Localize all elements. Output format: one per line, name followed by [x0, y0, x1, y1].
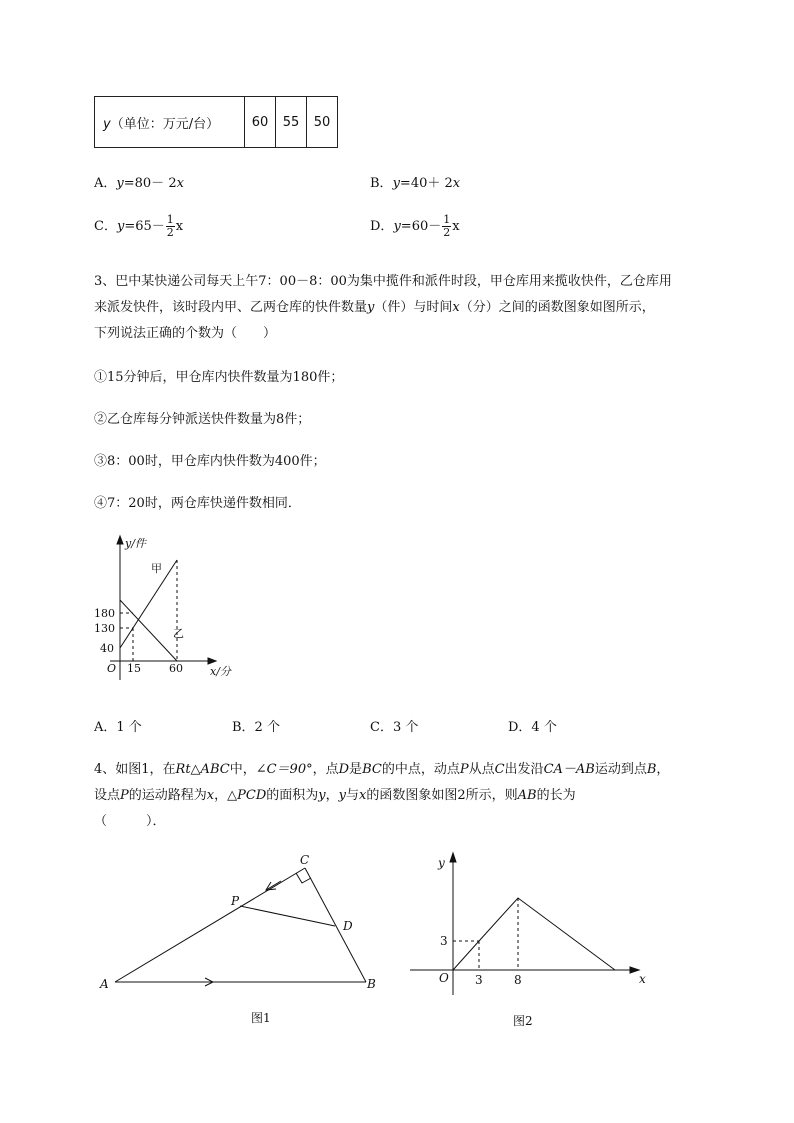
fraction-numerator: 1 [166, 213, 174, 226]
q4-line-1 [94, 758, 669, 777]
math-point: P [120, 788, 129, 803]
var-y: y [103, 116, 111, 132]
text-fragment: 出发沿 [504, 762, 544, 777]
var-x: x [452, 176, 461, 191]
text-fragment: 设点 [94, 788, 121, 803]
ytick-130: 130 [94, 622, 115, 635]
xtick-15: 15 [127, 662, 141, 675]
var-x: x [175, 219, 184, 234]
y-axis-label: y [438, 856, 445, 870]
text-fragment: ， [325, 788, 339, 803]
price-table [94, 96, 338, 148]
option-expr: =40＋ 2 [399, 176, 453, 191]
origin-label: O [107, 662, 117, 675]
figure-2-caption: 图2 [513, 1014, 533, 1028]
var-x: x [452, 300, 460, 315]
xtick-3: 3 [475, 973, 483, 987]
text-fragment: 的面积为 [266, 788, 319, 803]
var-y: y [116, 219, 125, 234]
q2-option-a[interactable] [94, 172, 184, 191]
table-row-label [95, 97, 245, 148]
q3-line-3: 下列说法正确的个数为（ ） [94, 326, 277, 341]
var-y: y [393, 219, 401, 234]
fraction-denominator: 2 [443, 226, 451, 239]
q3-option-b[interactable]: B．2 个 [232, 720, 280, 735]
q3-option-d[interactable]: D．4 个 [508, 720, 557, 735]
table-cell: 60 [245, 97, 276, 148]
var-x: x [359, 788, 367, 803]
fraction [442, 214, 451, 239]
math-point: P [459, 762, 469, 777]
segment-pd [240, 906, 335, 926]
option-prefix: D． [370, 219, 394, 234]
x-axis-label: x/分 [210, 665, 231, 678]
label-p: P [231, 894, 240, 908]
segment-cb [305, 868, 366, 982]
label-d: D [343, 919, 353, 933]
option-prefix: A． [94, 176, 117, 191]
math-point: B [646, 762, 657, 777]
var-y: y [392, 176, 400, 191]
figure-1-caption: 图1 [251, 1011, 271, 1025]
text-fragment: 的长为 [536, 788, 576, 803]
math-angle: ∠C＝90° [255, 762, 313, 777]
fraction [166, 214, 175, 239]
x-axis-label: x [639, 972, 646, 986]
y-axis-label: y/件 [125, 537, 146, 550]
q4-line-3: （ ）． [94, 814, 166, 829]
q2-option-d[interactable] [370, 214, 460, 239]
label-a: A [100, 977, 109, 991]
unit-label: （单位：万元/台） [110, 116, 220, 132]
label-c: C [300, 853, 310, 867]
text-fragment: 的运动路程为 [128, 788, 207, 803]
q3-graph [85, 530, 245, 690]
math-point: D [338, 762, 350, 777]
math-segment: AB [517, 788, 537, 803]
option-expr: =60－ [400, 219, 442, 234]
y-axis-arrow [450, 853, 456, 862]
text-fragment: （件）与时间 [374, 300, 453, 315]
q3-statement-3: ③8：00时，甲仓库内快件数为400件； [94, 454, 326, 469]
segment-ac [115, 868, 305, 982]
text-fragment: ， [656, 762, 670, 777]
text-fragment: 的函数图象如图2所示，则 [366, 788, 518, 803]
function-graph [453, 898, 615, 970]
q3-statement-1: ①15分钟后，甲仓库内快件数量为180件； [94, 370, 344, 385]
q3-statement-2: ②乙仓库每分钟派送快件数量为8件； [94, 412, 311, 427]
option-expr: =80－ 2 [123, 176, 177, 191]
math-triangle: △PCD [227, 788, 267, 803]
var-y: y [116, 176, 124, 191]
option-prefix: C． [94, 219, 117, 234]
var-y: y [318, 788, 326, 803]
math-segment: BC [362, 762, 382, 777]
text-fragment: ，点 [312, 762, 339, 777]
math-triangle: Rt△ABC [175, 762, 230, 777]
x-axis-arrow [630, 967, 639, 973]
var-y: y [367, 300, 375, 315]
q3-option-c[interactable]: C．3 个 [370, 720, 419, 735]
q4-figure-2 [405, 845, 655, 1030]
y-axis-arrow [117, 536, 123, 544]
fraction-denominator: 2 [166, 226, 174, 239]
label-b: B [367, 977, 376, 991]
var-x: x [176, 176, 184, 191]
ytick-40: 40 [100, 642, 114, 655]
table-row [95, 97, 338, 148]
text-fragment: 是 [349, 762, 363, 777]
table-cell: 50 [307, 97, 338, 148]
xtick-8: 8 [514, 973, 522, 987]
line-jia-label: 甲 [151, 562, 162, 575]
origin-label: O [439, 971, 449, 985]
text-fragment: ， [214, 788, 228, 803]
var-x: x [452, 219, 460, 234]
q3-option-a[interactable]: A．1 个 [94, 720, 142, 735]
q2-option-c[interactable] [94, 214, 183, 239]
text-fragment: 4、如图1，在 [94, 762, 176, 777]
text-fragment: 来派发快件，该时段内甲、乙两仓库的快件数量 [94, 300, 368, 315]
q3-statement-4: ④7：20时，两仓库快递件数相同． [94, 496, 301, 511]
xtick-60: 60 [169, 662, 183, 675]
table-cell: 55 [276, 97, 307, 148]
x-axis-arrow [208, 658, 216, 664]
text-fragment: 的中点，动点 [381, 762, 460, 777]
ytick-180: 180 [94, 607, 115, 620]
text-fragment: 中， [229, 762, 256, 777]
ytick-3: 3 [440, 934, 448, 948]
text-fragment: 与 [346, 788, 360, 803]
line-jia [120, 560, 177, 648]
q3-line-1: 3、巴中某快递公司每天上午7：00－8：00为集中揽件和派件时段，甲仓库用来揽收快件，乙仓库用 [94, 274, 672, 289]
var-y: y [338, 788, 347, 803]
q3-line-2 [94, 296, 655, 315]
math-point: C [494, 762, 505, 777]
line-yi-label: 乙 [173, 627, 184, 640]
fraction-numerator: 1 [443, 213, 451, 226]
q2-option-b[interactable] [370, 172, 460, 191]
option-prefix: B． [370, 176, 393, 191]
q4-line-2 [94, 784, 576, 803]
text-fragment: 从点 [468, 762, 495, 777]
text-fragment: （分）之间的函数图象如图所示， [459, 300, 655, 315]
math-path: CA－AB [543, 762, 595, 777]
text-fragment: 运动到点 [594, 762, 647, 777]
line-yi [120, 600, 177, 661]
option-expr: =65－ [124, 219, 165, 234]
q4-figure-1 [95, 848, 385, 1028]
var-x: x [206, 788, 215, 803]
